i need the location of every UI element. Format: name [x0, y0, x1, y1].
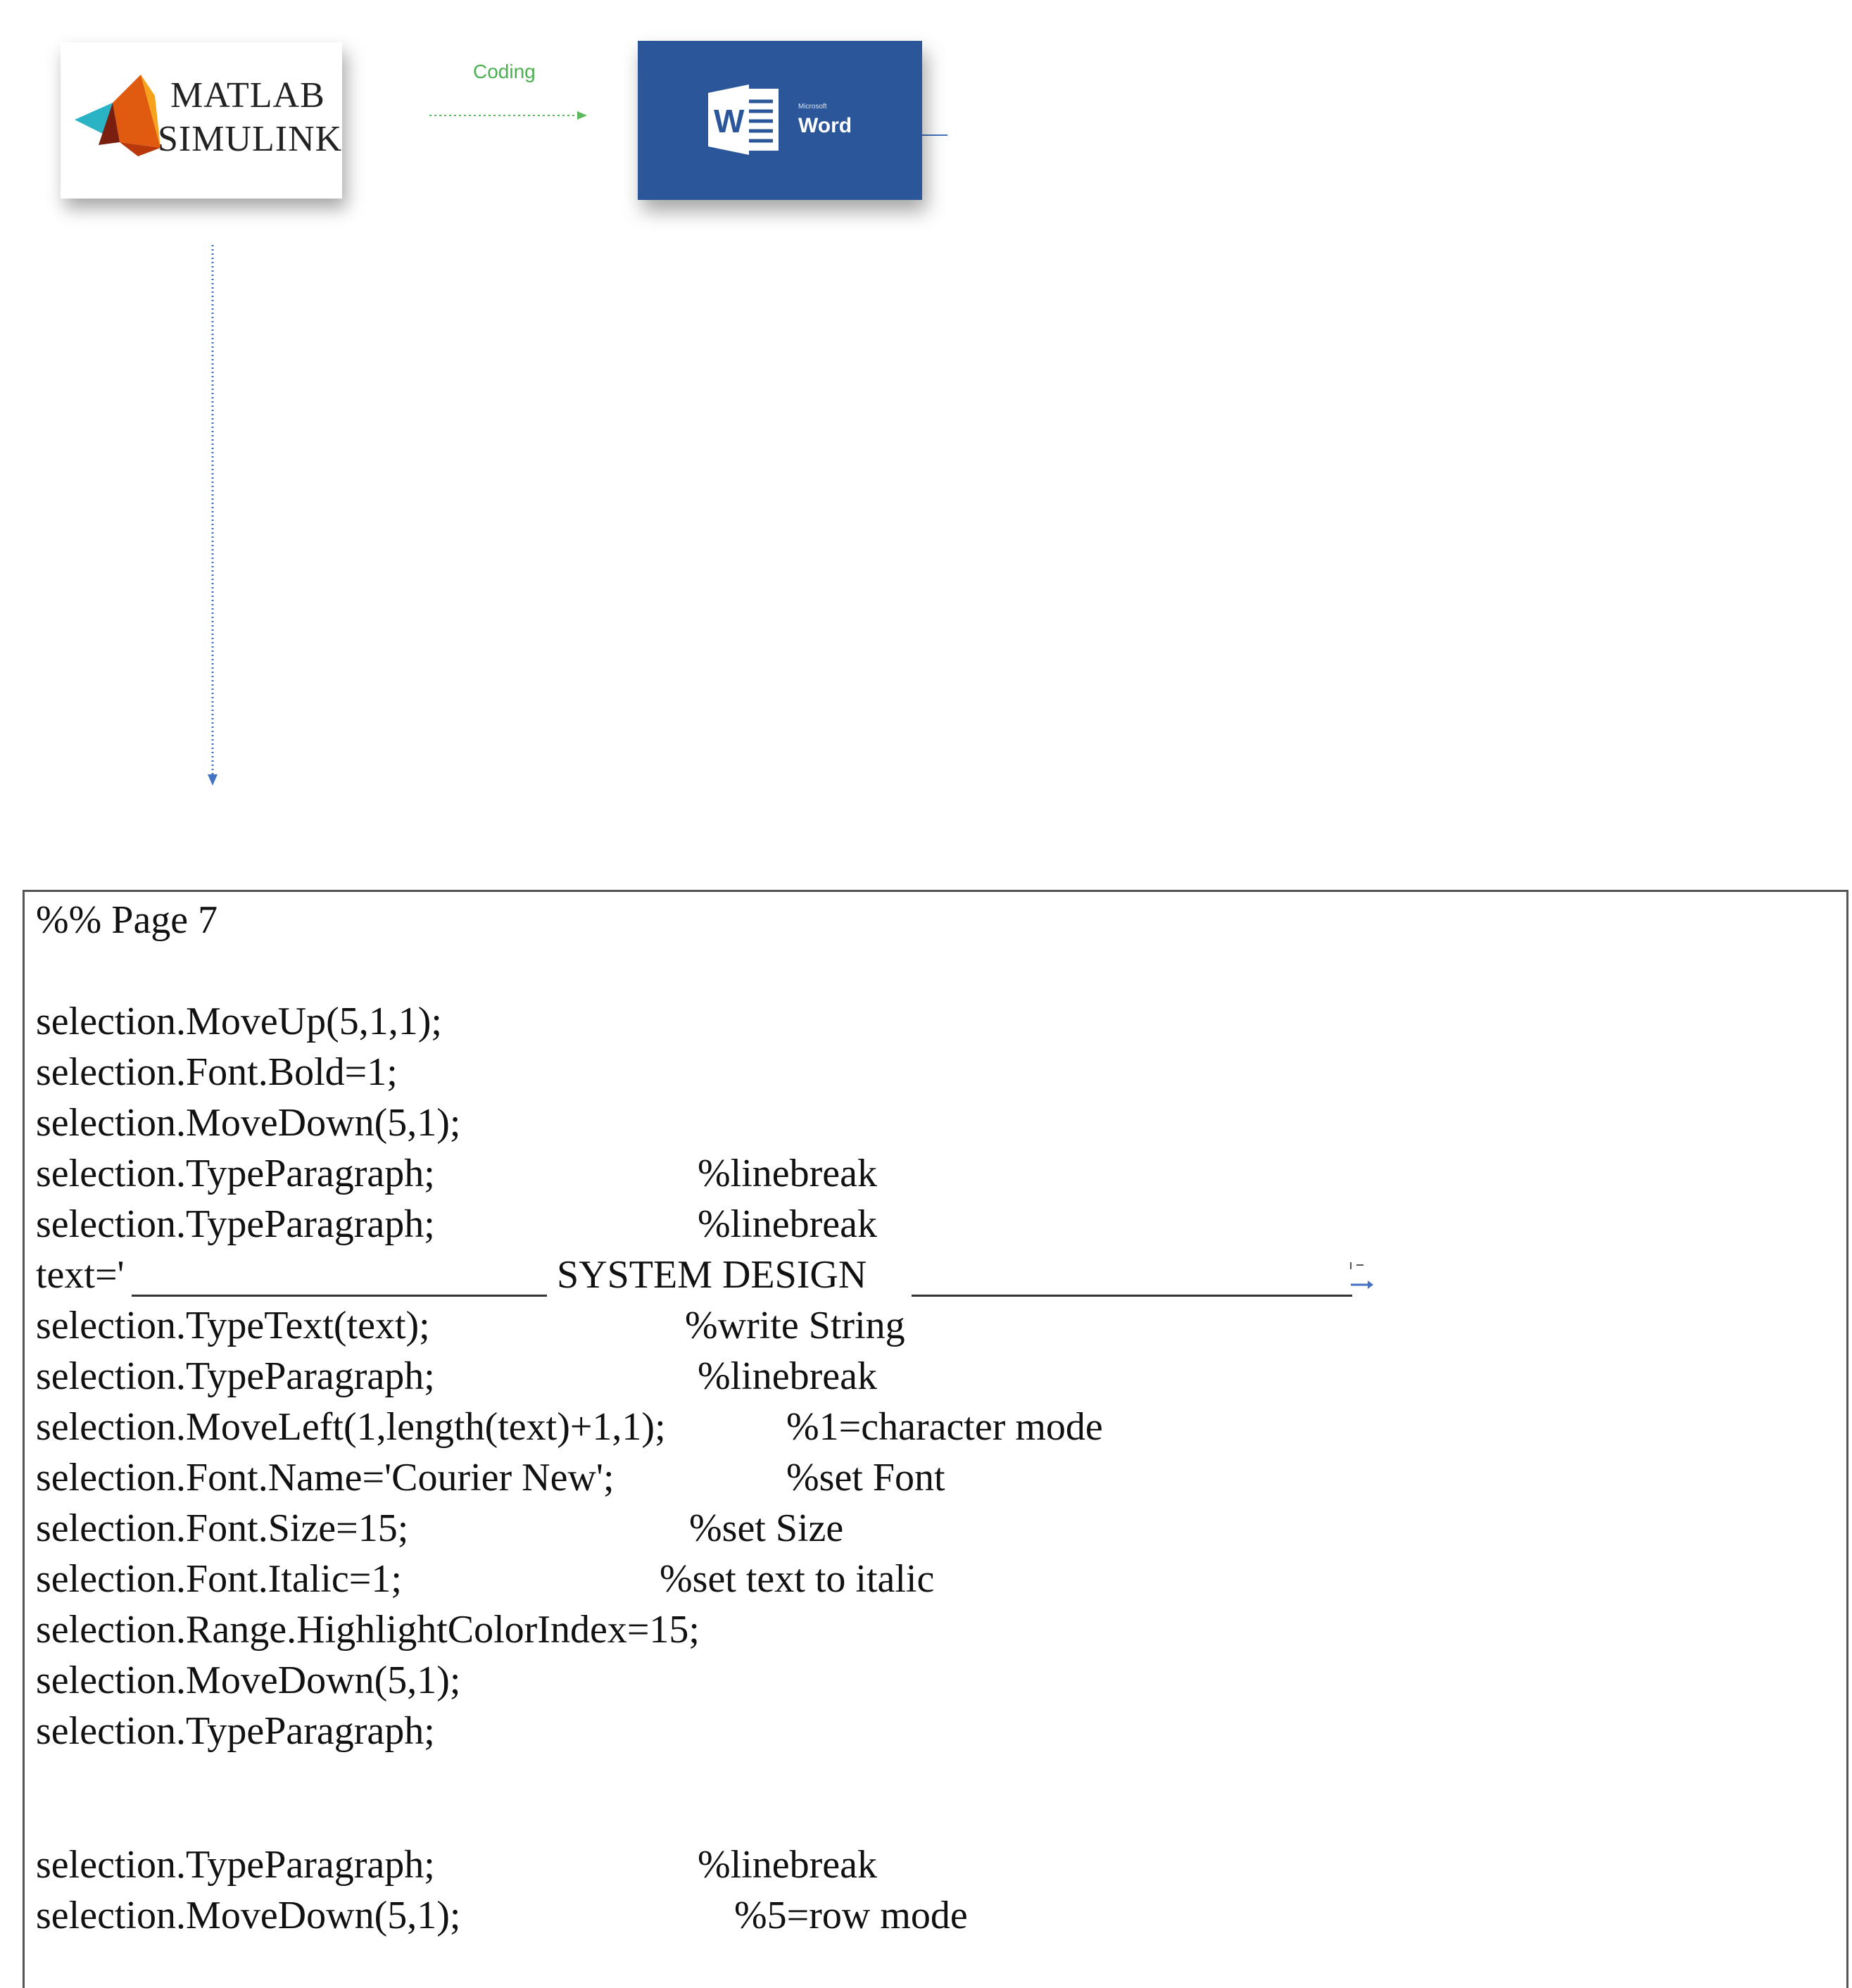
underline-left [132, 1257, 547, 1297]
return-arrow-icon [1348, 1257, 1376, 1292]
code-comment: %5=row mode [734, 1894, 968, 1937]
down-arrow-head [208, 774, 218, 786]
code-line: selection.Font.Name='Courier New'; [36, 1456, 615, 1499]
code-line: selection.MoveDown(5,1); [36, 1101, 461, 1145]
microsoft-word-logo [638, 41, 922, 200]
code-line: selection.TypeParagraph; [36, 1843, 435, 1887]
code-comment: %linebreak [698, 1152, 877, 1195]
code-line: selection.MoveDown(5,1); [36, 1894, 461, 1937]
code-comment: %1=character mode [786, 1405, 1103, 1449]
code-line: %% Page 7 [36, 898, 218, 942]
code-line: selection.MoveLeft(1,length(text)+1,1); [36, 1405, 666, 1449]
code-comment: %set Font [786, 1456, 945, 1499]
code-line: selection.Font.Size=15; [36, 1506, 409, 1550]
code-line: selection.Font.Italic=1; [36, 1557, 402, 1601]
code-line: selection.Range.HighlightColorIndex=15; [36, 1608, 700, 1652]
microsoft-label: Microsoft [798, 103, 827, 111]
code-line: selection.TypeParagraph; [36, 1202, 435, 1246]
underline-right [912, 1257, 1352, 1297]
code-comment: %linebreak [698, 1354, 877, 1398]
word-label: Word [798, 114, 852, 137]
code-line: selection.MoveDown(5,1); [36, 1659, 461, 1702]
word-document-icon [708, 84, 786, 155]
code-comment: %set text to italic [660, 1557, 935, 1601]
simulink-label: SIMULINK [158, 119, 343, 159]
code-line: selection.TypeText(text); [36, 1304, 430, 1347]
coding-arrow-head [577, 111, 587, 120]
code-line: selection.TypeParagraph; [36, 1152, 435, 1195]
code-line: selection.MoveUp(5,1,1); [36, 1000, 442, 1043]
code-line: selection.TypeParagraph; [36, 1354, 435, 1398]
matlab-simulink-logo [61, 42, 342, 199]
coding-edge-label: Coding [473, 61, 536, 82]
code-line: selection.Font.Bold=1; [36, 1050, 398, 1094]
code-comment: %linebreak [698, 1843, 877, 1887]
code-listing [23, 890, 1848, 1988]
word-letter: W [714, 103, 745, 139]
code-comment: %set Size [689, 1506, 844, 1550]
system-design-text: SYSTEM DESIGN [557, 1253, 867, 1297]
code-line: text=' [36, 1253, 125, 1297]
code-comment: %write String [685, 1304, 905, 1347]
matlab-membrane-icon [70, 75, 162, 159]
code-comment: %linebreak [698, 1202, 877, 1246]
code-line: selection.TypeParagraph; [36, 1709, 435, 1753]
matlab-label: MATLAB [170, 75, 325, 115]
